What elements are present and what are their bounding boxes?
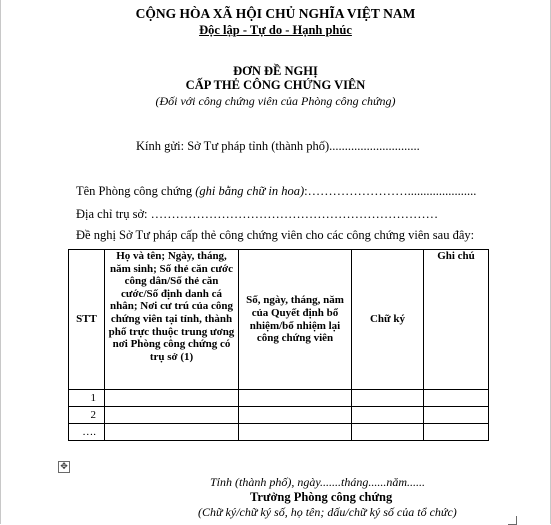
table-cell[interactable] <box>105 390 239 407</box>
table-cell[interactable] <box>352 390 424 407</box>
national-title: CỘNG HÒA XÃ HỘI CHỦ NGHĨA VIỆT NAM <box>135 6 416 21</box>
office-name-label: Tên Phòng công chứng <box>76 184 196 198</box>
row-stt[interactable]: …. <box>69 424 105 441</box>
recipient-line: Kính gửi: Sở Tư pháp tỉnh (thành phố)............................. <box>136 139 420 153</box>
signer-title: Trưởng Phòng công chứng <box>250 490 393 504</box>
table-cell[interactable] <box>239 390 352 407</box>
table-row <box>69 424 489 441</box>
notary-table <box>68 249 489 441</box>
row-stt[interactable]: 1 <box>69 390 105 407</box>
move-arrows-icon[interactable]: ✥ <box>58 461 70 473</box>
form-title: ĐƠN ĐỀ NGHỊ <box>233 64 318 78</box>
header-notes: Ghi chú <box>424 250 489 390</box>
table-cell[interactable] <box>352 407 424 424</box>
form-subtitle: (Đối với công chứng viên của Phòng công chứng) <box>155 94 396 108</box>
table-cell[interactable] <box>105 424 239 441</box>
table-cell[interactable] <box>424 407 489 424</box>
date-line: Tỉnh (thành phố), ngày.......tháng......năm...... <box>210 475 425 489</box>
address-line: Địa chỉ trụ sở: …………………………………………………………… <box>76 207 439 221</box>
table-cell[interactable] <box>424 424 489 441</box>
office-name-hint: (ghi bằng chữ in hoa) <box>195 184 305 198</box>
header-stt: STT <box>69 250 105 390</box>
national-motto: Độc lập - Tự do - Hạnh phúc <box>199 23 352 37</box>
table-cell[interactable] <box>239 407 352 424</box>
form-title-sub: CẤP THẺ CÔNG CHỨNG VIÊN <box>185 78 366 92</box>
table-row <box>69 407 489 424</box>
header-personal-info: Họ và tên; Ngày, tháng, năm sinh; Số thẻ căn cước công dân/Số thẻ căn cước/Số định danh cá nhân; Nơi cư trú của công chứng viên tại tỉnh, thành phố trực thuộc trung ương nơi Phòng công chứng có trụ sở (1) <box>105 250 239 390</box>
table-cell[interactable] <box>105 407 239 424</box>
row-stt[interactable]: 2 <box>69 407 105 424</box>
table-cell[interactable] <box>424 390 489 407</box>
table-cell[interactable] <box>239 424 352 441</box>
table-row <box>69 390 489 407</box>
signature-note: (Chữ ký/chữ ký số, họ tên; dấu/chữ ký số của tổ chức) <box>198 505 457 519</box>
request-line: Đề nghị Sở Tư pháp cấp thẻ công chứng viên cho các công chứng viên sau đây: <box>76 228 475 242</box>
table-cell[interactable] <box>352 424 424 441</box>
office-name-line <box>76 184 476 199</box>
header-signature: Chữ ký <box>352 250 424 390</box>
office-name-dots: :……………………...................... <box>304 184 477 198</box>
table-header-row <box>69 250 489 390</box>
header-decision: Số, ngày, tháng, năm của Quyết định bổ nhiệm/bổ nhiệm lại công chứng viên <box>239 250 352 390</box>
